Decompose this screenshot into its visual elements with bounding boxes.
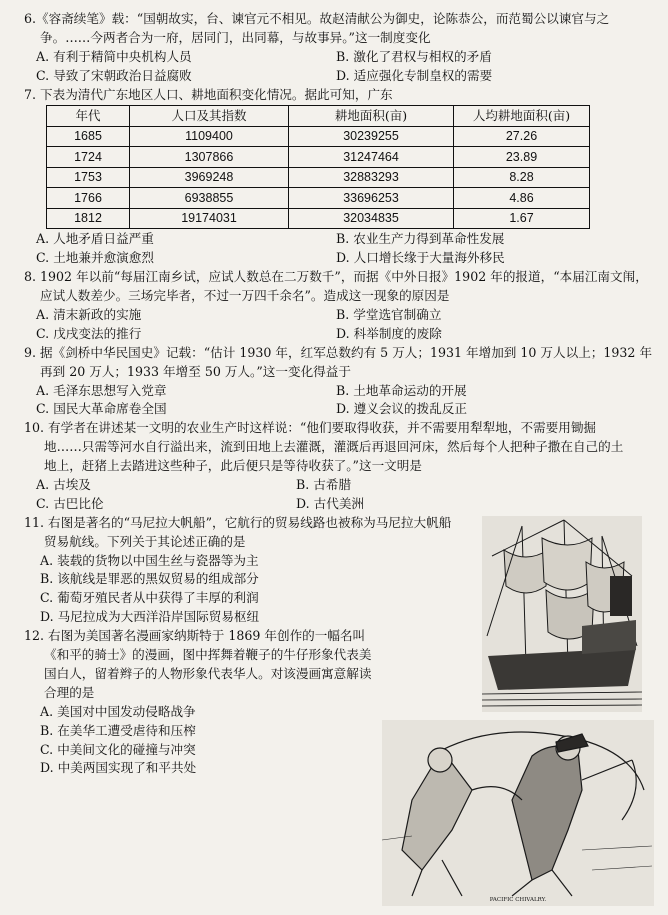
table-cell: 4.86 [454, 188, 590, 209]
question-8-stem: 8. 1902 年以前“每届江南乡试，应试人数总在二万数千”，而据《中外日报》1902 年的报道，“本届江南文闱，应试人数差少。三场完毕者，不过一万四千余名”。造成这一现象的原因是 [24, 269, 648, 304]
question-11 [24, 514, 454, 627]
question-7-option-a[interactable]: A. 人地矛盾日益严重 [36, 231, 154, 247]
question-6-option-d[interactable]: D. 适应强化专制皇权的需要 [336, 67, 493, 83]
question-12-option-b[interactable]: B. 在美华工遭受虐待和压榨 [40, 722, 196, 738]
question-8-option-d[interactable]: D. 科举制度的废除 [336, 325, 442, 341]
question-11-stem: 11. 右图是著名的“马尼拉大帆船”，它航行的贸易线路也被称为马尼拉大帆船贸易航线。下列关于其论述正确的是 [24, 514, 452, 549]
question-9-option-d[interactable]: D. 遵义会议的拨乱反正 [336, 401, 467, 417]
table-cell: 1.67 [454, 208, 590, 229]
table-header: 年代 [47, 106, 130, 127]
table-header: 人口及其指数 [130, 106, 289, 127]
table-cell: 32883293 [289, 167, 454, 188]
question-8-option-a[interactable]: A. 清末新政的实施 [36, 307, 142, 323]
question-7-stem: 7. 下表为清代广东地区人口、耕地面积变化情况。据此可知，广东 [24, 86, 393, 102]
table-row [47, 147, 590, 168]
table-cell: 1685 [47, 126, 130, 147]
question-10-option-c[interactable]: C. 古巴比伦 [36, 495, 104, 511]
question-7-option-b[interactable]: B. 农业生产力得到革命性发展 [336, 231, 505, 247]
question-12 [24, 627, 372, 778]
question-7-option-c[interactable]: C. 土地兼并愈演愈烈 [36, 250, 154, 266]
question-9-option-c[interactable]: C. 国民大革命席卷全国 [36, 401, 167, 417]
table-row [47, 208, 590, 229]
question-10 [24, 419, 624, 513]
question-6-stem: 6.《容斋续笔》载：“国朝故实，台、谏官元不相见。故赵清献公为御史，论陈恭公，而范蜀公以谏官与之争。……今两者合为一府，居同门，出同幕，与故事异。”这一制度变化 [24, 11, 610, 45]
table-cell: 30239255 [289, 126, 454, 147]
table-row [47, 188, 590, 209]
table-header: 耕地面积(亩) [289, 106, 454, 127]
table-cell: 3969248 [130, 167, 289, 188]
cartoon-caption: PACIFIC CHIVALRY. [489, 897, 547, 903]
manila-galleon-image [482, 516, 642, 712]
question-11-option-b[interactable]: B. 该航线是罪恶的黑奴贸易的组成部分 [40, 571, 259, 587]
question-12-stem: 12. 右图为美国著名漫画家纳斯特于 1869 年创作的一幅名叫《和平的骑士》的漫画，图中挥舞着鞭子的牛仔形象代表美国白人，留着辫子的人物形象代表华人。对该漫画寓意解读合理的是 [24, 628, 372, 700]
population-table [46, 105, 590, 229]
table-cell: 1812 [47, 208, 130, 229]
question-10-option-d[interactable]: D. 古代美洲 [296, 495, 365, 511]
table-header: 人均耕地面积(亩) [454, 106, 590, 127]
question-9 [24, 344, 654, 420]
table-cell: 19174031 [130, 208, 289, 229]
question-10-stem: 10. 有学者在讲述某一文明的农业生产时这样说：“他们要取得收获，并不需要用犁犁地，不需要用锄掘地……只需等河水自行溢出来，流到田地上去灌溉，灌溉后再退回河床，然后每个人把种子撒在自己的土地上，赶猪上去踏进这些种子，此后便只是等待收获了。”这一文明是 [24, 420, 624, 474]
question-10-option-a[interactable]: A. 古埃及 [36, 477, 91, 493]
table-cell: 33696253 [289, 188, 454, 209]
question-6 [24, 10, 654, 86]
table-cell: 1109400 [130, 126, 289, 147]
question-8-option-b[interactable]: B. 学堂选官制确立 [336, 307, 442, 323]
question-11-option-a[interactable]: A. 装载的货物以中国生丝与瓷器等为主 [40, 552, 259, 568]
table-cell: 31247464 [289, 147, 454, 168]
question-7-option-d[interactable]: D. 人口增长缘于大量海外移民 [336, 250, 505, 266]
question-9-stem: 9. 据《剑桥中华民国史》记载：“估计 1930 年，红军总数约有 5 万人；1931 年增加到 10 万人以上；1932 年再到 20 万人；1933 年增至 50 万人。”这一变化得益于 [24, 344, 653, 379]
table-cell: 1724 [47, 147, 130, 168]
pacific-chivalry-cartoon [382, 720, 654, 906]
question-12-option-c[interactable]: C. 中美间文化的碰撞与冲突 [40, 741, 196, 757]
question-10-option-b[interactable]: B. 古希腊 [296, 477, 352, 493]
question-9-option-a[interactable]: A. 毛泽东思想写入党章 [36, 382, 167, 398]
table-cell: 32034835 [289, 208, 454, 229]
question-6-option-a[interactable]: A. 有利于精简中央机构人员 [36, 48, 192, 64]
question-11-option-d[interactable]: D. 马尼拉成为大西洋沿岸国际贸易枢纽 [40, 609, 260, 625]
table-row [47, 167, 590, 188]
table-cell: 23.89 [454, 147, 590, 168]
question-12-option-d[interactable]: D. 中美两国实现了和平共处 [40, 760, 197, 776]
table-cell: 6938855 [130, 188, 289, 209]
table-cell: 1753 [47, 167, 130, 188]
table-cell: 1766 [47, 188, 130, 209]
question-8-option-c[interactable]: C. 戊戌变法的推行 [36, 325, 142, 341]
question-11-option-c[interactable]: C. 葡萄牙殖民者从中获得了丰厚的利润 [40, 590, 259, 606]
question-6-option-b[interactable]: B. 激化了君权与相权的矛盾 [336, 48, 492, 64]
table-cell: 1307866 [130, 147, 289, 168]
question-8 [24, 268, 654, 344]
question-7 [24, 86, 654, 269]
question-9-option-b[interactable]: B. 土地革命运动的开展 [336, 382, 467, 398]
table-cell: 27.26 [454, 126, 590, 147]
question-6-option-c[interactable]: C. 导致了宋朝政治日益腐败 [36, 67, 192, 83]
table-row [47, 126, 590, 147]
question-12-option-a[interactable]: A. 美国对中国发动侵略战争 [40, 703, 196, 719]
table-cell: 8.28 [454, 167, 590, 188]
